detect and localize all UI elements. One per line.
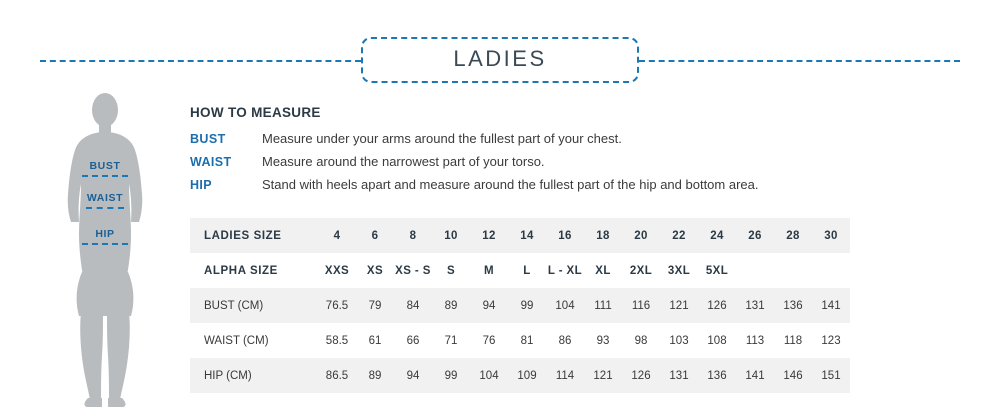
- page-banner: [0, 38, 1000, 82]
- table-cell: 30: [824, 229, 838, 242]
- table-row: [190, 323, 850, 358]
- measure-desc-hip: Stand with heels apart and measure around the fullest part of the hip and bottom area.: [262, 177, 759, 192]
- table-cell: 20: [634, 229, 648, 242]
- table-cell: 10: [444, 229, 458, 242]
- table-cell: 94: [406, 369, 420, 382]
- table-cell: 58.5: [325, 334, 349, 347]
- waist-measure-line: [86, 207, 124, 209]
- table-cell: 141: [745, 369, 765, 382]
- table-cell: 116: [631, 299, 651, 312]
- table-cell: 5XL: [705, 264, 729, 277]
- silhouette-label-bust: [35, 160, 175, 177]
- table-cell: 99: [444, 369, 458, 382]
- table-cell: 28: [786, 229, 800, 242]
- table-cell: [812, 253, 850, 288]
- table-cell: 104: [555, 299, 575, 312]
- table-cell: 76: [482, 334, 496, 347]
- table-cell: 118: [783, 334, 803, 347]
- row-label: HIP (CM): [204, 369, 252, 382]
- silhouette-label-waist-text: WAIST: [86, 192, 124, 204]
- table-cell: 93: [596, 334, 610, 347]
- table-cell: [774, 253, 812, 288]
- table-cell: L - XL: [547, 264, 583, 277]
- table-cell: 123: [821, 334, 841, 347]
- table-cell: XXS: [324, 264, 350, 277]
- table-cell: 86.5: [325, 369, 349, 382]
- banner-box: [361, 37, 638, 83]
- silhouette-icon: [35, 88, 175, 408]
- measure-key-hip: HIP: [190, 178, 213, 192]
- table-cell: 99: [520, 299, 534, 312]
- table-cell: 109: [517, 369, 537, 382]
- banner-dashed-line-left: [40, 60, 361, 62]
- table-cell: 103: [669, 334, 689, 347]
- table-row: [190, 288, 850, 323]
- bust-measure-line: [82, 175, 128, 177]
- table-cell: 4: [333, 229, 341, 242]
- table-cell: S: [446, 264, 456, 277]
- table-cell: 71: [444, 334, 458, 347]
- table-row: [190, 358, 850, 393]
- table-cell: 126: [707, 299, 727, 312]
- measure-instruction-row: [190, 177, 980, 192]
- table-cell: 16: [558, 229, 572, 242]
- page-title: LADIES: [453, 46, 547, 71]
- size-chart-table: [190, 218, 850, 393]
- silhouette-label-hip: [35, 228, 175, 245]
- table-row: [190, 218, 850, 253]
- measure-desc-waist: Measure around the narrowest part of your torso.: [262, 154, 545, 169]
- banner-dashed-line-right: [639, 60, 960, 62]
- silhouette-label-hip-text: HIP: [95, 228, 115, 240]
- table-cell: L: [523, 264, 531, 277]
- measure-instruction-row: [190, 131, 980, 146]
- table-cell: 8: [409, 229, 417, 242]
- table-cell: 76.5: [325, 299, 349, 312]
- table-cell: 146: [783, 369, 803, 382]
- table-cell: 89: [444, 299, 458, 312]
- size-chart-table-wrap: [190, 218, 980, 393]
- table-cell: 24: [710, 229, 724, 242]
- row-label: ALPHA SIZE: [204, 264, 278, 277]
- table-cell: 121: [669, 299, 689, 312]
- table-cell: 26: [748, 229, 762, 242]
- hip-measure-line: [82, 243, 128, 245]
- table-cell: 113: [745, 334, 765, 347]
- table-cell: M: [484, 264, 494, 277]
- row-label: BUST (CM): [204, 299, 264, 312]
- size-chart-body: [190, 218, 850, 393]
- table-row: [190, 253, 850, 288]
- row-label: WAIST (CM): [204, 334, 269, 347]
- silhouette-label-waist: [35, 192, 175, 209]
- measure-key-bust: BUST: [190, 132, 226, 146]
- table-cell: 121: [593, 369, 613, 382]
- table-cell: 79: [368, 299, 382, 312]
- table-cell: 114: [555, 369, 575, 382]
- table-cell: XS - S: [395, 264, 431, 277]
- table-cell: 18: [596, 229, 610, 242]
- table-cell: 2XL: [629, 264, 653, 277]
- table-cell: 131: [669, 369, 689, 382]
- how-to-measure-section: [190, 105, 980, 200]
- table-cell: 136: [707, 369, 727, 382]
- table-cell: 111: [594, 299, 612, 312]
- measure-instruction-row: [190, 154, 980, 169]
- table-cell: 89: [368, 369, 382, 382]
- table-cell: 136: [783, 299, 803, 312]
- table-cell: 14: [520, 229, 534, 242]
- table-cell: 6: [371, 229, 379, 242]
- table-cell: 84: [406, 299, 420, 312]
- table-cell: 12: [482, 229, 496, 242]
- row-label: LADIES SIZE: [204, 229, 282, 242]
- table-cell: 22: [672, 229, 686, 242]
- table-cell: 126: [631, 369, 651, 382]
- table-cell: 3XL: [667, 264, 691, 277]
- table-cell: 61: [368, 334, 382, 347]
- measure-key-waist: WAIST: [190, 155, 232, 169]
- silhouette-label-bust-text: BUST: [89, 160, 121, 172]
- female-silhouette-figure: [35, 88, 175, 408]
- table-cell: 66: [406, 334, 420, 347]
- table-cell: 131: [745, 299, 765, 312]
- table-cell: 94: [482, 299, 496, 312]
- table-cell: 81: [520, 334, 534, 347]
- table-cell: 98: [634, 334, 648, 347]
- table-cell: 86: [558, 334, 572, 347]
- how-to-measure-title: HOW TO MEASURE: [190, 105, 321, 120]
- table-cell: XL: [595, 264, 611, 277]
- table-cell: XS: [366, 264, 384, 277]
- table-cell: [736, 253, 774, 288]
- table-cell: 104: [479, 369, 499, 382]
- measure-desc-bust: Measure under your arms around the fullest part of your chest.: [262, 131, 622, 146]
- table-cell: 141: [821, 299, 841, 312]
- table-cell: 151: [821, 369, 841, 382]
- table-cell: 108: [707, 334, 727, 347]
